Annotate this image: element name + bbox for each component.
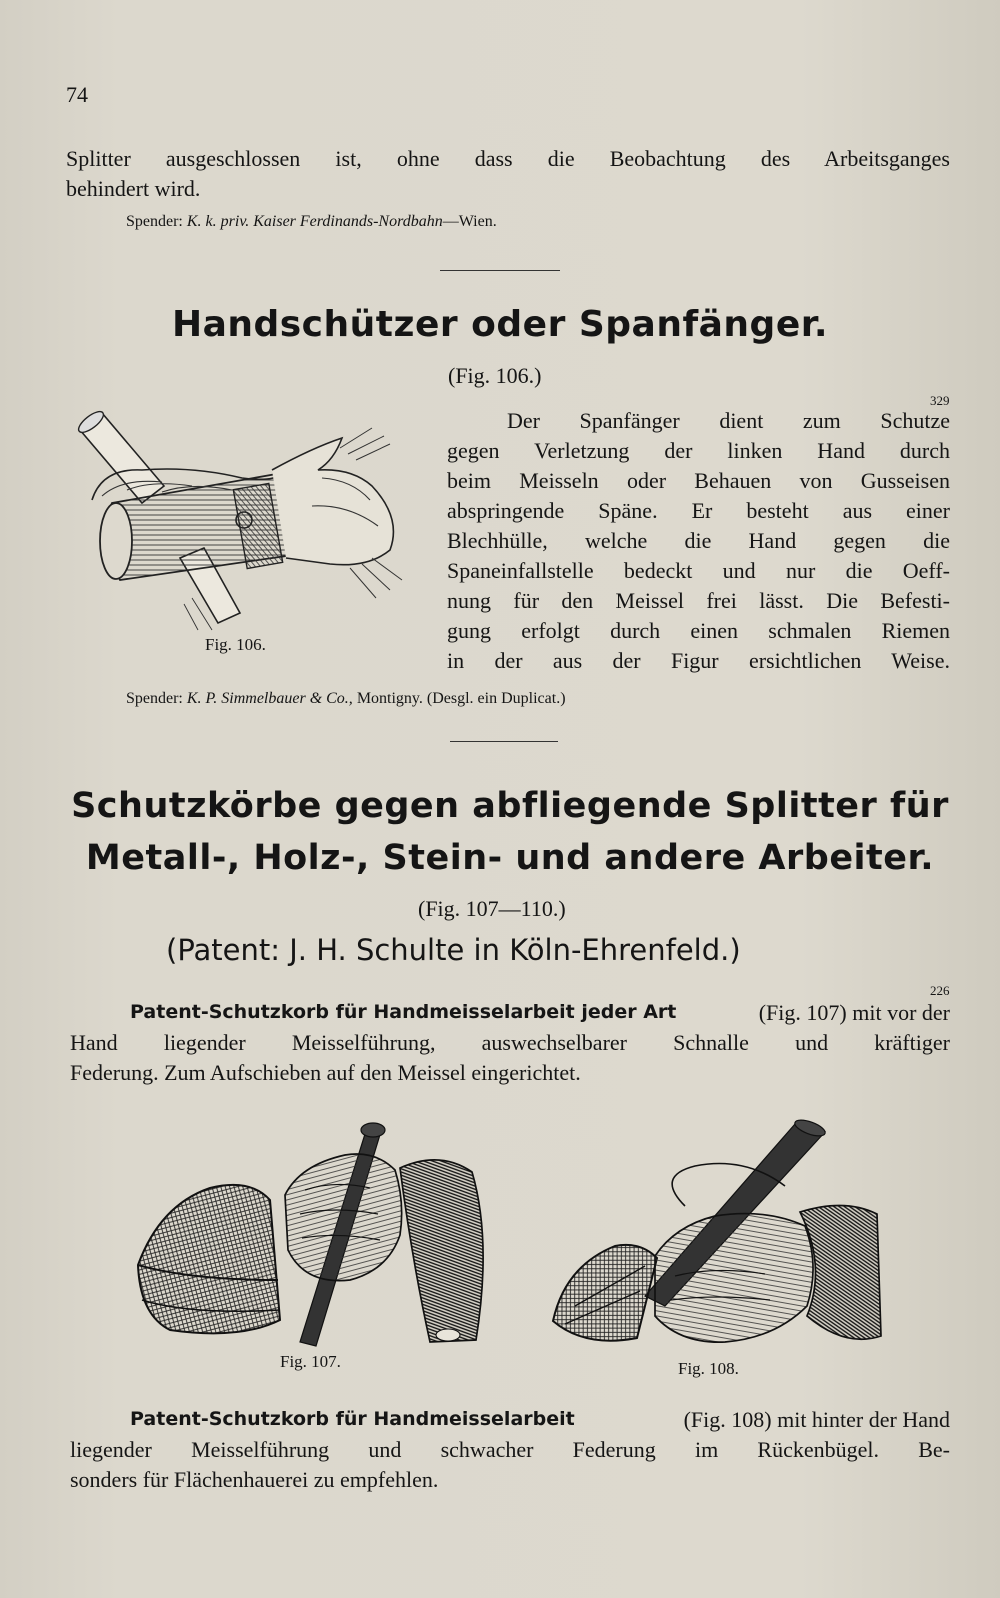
donor-name: K. P. Simmelbauer & Co., bbox=[186, 690, 353, 707]
text-line: Der Spanfänger dient zum Schutze bbox=[507, 408, 950, 433]
para1-rest: (Fig. 107) mit vor der bbox=[758, 1000, 950, 1025]
text-line: in der aus der Figur ersichtlichen Weise. bbox=[447, 648, 950, 673]
hand-guard-illustration bbox=[72, 408, 422, 633]
item-number: 329 bbox=[930, 393, 950, 408]
section-title-spanfaenger: Handschützer oder Spanfänger. bbox=[171, 304, 829, 345]
para2-line-2: liegender Meisselführung und schwacher Federung im Rückenbügel. Be- bbox=[70, 1437, 950, 1462]
item-number: 226 bbox=[930, 983, 950, 998]
para2-lead: Patent-Schutzkorb für Handmeisselarbeit bbox=[130, 1408, 575, 1430]
para1-line-2: Hand liegender Meisselführung, auswechselbarer Schnalle und kräftiger bbox=[70, 1030, 950, 1055]
para2-line-1 bbox=[130, 1404, 950, 1435]
donor-credit-1 bbox=[126, 213, 497, 231]
para1-line-1 bbox=[130, 997, 950, 1028]
para2-line-3: sonders für Flächenhauerei zu empfehlen. bbox=[70, 1467, 439, 1492]
fig-107-caption: Fig. 107. bbox=[280, 1352, 341, 1371]
section-divider bbox=[450, 741, 558, 742]
donor-name: K. k. priv. Kaiser Ferdinands-Nordbahn bbox=[186, 213, 443, 230]
fig-reference: (Fig. 107—110.) bbox=[418, 896, 566, 921]
text-line: abspringende Späne. Er besteht aus einer bbox=[447, 498, 950, 523]
fig-reference: (Fig. 106.) bbox=[448, 363, 542, 388]
para1-lead: Patent-Schutzkorb für Handmeisselarbeit jeder Art bbox=[130, 1001, 677, 1023]
text-line: gegen Verletzung der linken Hand durch bbox=[447, 438, 950, 463]
credit-label: Spender: bbox=[126, 690, 183, 707]
credit-label: Spender: bbox=[126, 213, 183, 230]
section-title-line-1: Schutzkörbe gegen abfliegende Splitter für bbox=[71, 786, 949, 826]
basket-107-illustration bbox=[130, 1110, 500, 1350]
section-divider bbox=[440, 270, 560, 271]
text-line: beim Meisseln oder Behauen von Gusseisen bbox=[447, 468, 950, 493]
fig-108-caption: Fig. 108. bbox=[678, 1359, 739, 1378]
page-number: 74 bbox=[66, 82, 88, 107]
intro-line-1: Splitter ausgeschlossen ist, ohne dass die Beobachtung des Arbeitsganges bbox=[66, 146, 950, 171]
intro-line-2: behindert wird. bbox=[66, 176, 201, 201]
patent-line: (Patent: J. H. Schulte in Köln-Ehrenfeld.) bbox=[166, 933, 741, 967]
section-title-line-2: Metall-, Holz-, Stein- und andere Arbeiter. bbox=[85, 838, 935, 878]
text-line: Blechhülle, welche die Hand gegen die bbox=[447, 528, 950, 553]
fig-106-caption: Fig. 106. bbox=[205, 635, 266, 654]
text-line: Spaneinfallstelle bedeckt und nur die Oeff- bbox=[447, 558, 950, 583]
text-line: gung erfolgt durch einen schmalen Riemen bbox=[447, 618, 950, 643]
donor-credit-2 bbox=[126, 690, 566, 708]
credit-rest: Montigny. (Desgl. ein Duplicat.) bbox=[356, 690, 566, 707]
para1-line-3: Federung. Zum Aufschieben auf den Meissel eingerichtet. bbox=[70, 1060, 581, 1085]
basket-108-illustration bbox=[545, 1116, 885, 1356]
donor-city: —Wien. bbox=[442, 213, 497, 230]
text-line: nung für den Meissel frei lässt. Die Befesti- bbox=[447, 588, 950, 613]
para2-rest: (Fig. 108) mit hinter der Hand bbox=[683, 1407, 950, 1432]
